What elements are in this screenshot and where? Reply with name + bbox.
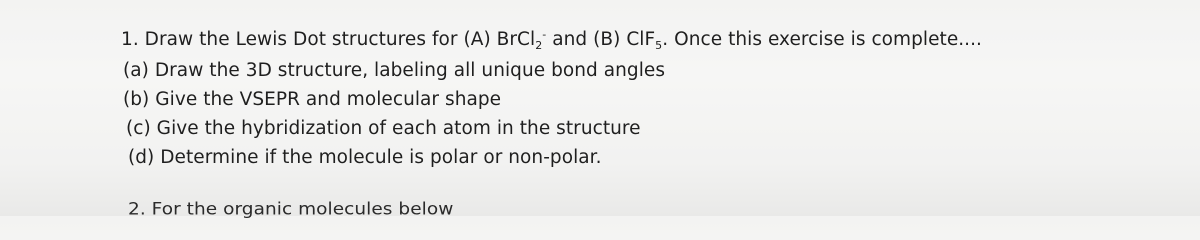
question-1-item-d: (d) Determine if the molecule is polar or non-polar. bbox=[128, 147, 602, 168]
chlorine-fluoride-subscript: 5 bbox=[655, 39, 663, 52]
question-1-item-a: (a) Draw the 3D structure, labeling all unique bond angles bbox=[123, 60, 666, 81]
question-1-item-c: (c) Give the hybridization of each atom in the structure bbox=[126, 118, 641, 139]
question-1-item-b: (b) Give the VSEPR and molecular shape bbox=[123, 89, 502, 110]
bromine-chloride-subscript: 2 bbox=[535, 39, 543, 52]
charge-superscript: - bbox=[542, 28, 547, 41]
question-1-prompt: 1. Draw the Lewis Dot structures for (A) BrCl$_2$- and (B) ClF$_5$. Once this exercise is complete.... bbox=[121, 28, 982, 52]
question-2-partial-prompt: 2. For the organic molecules below bbox=[128, 200, 454, 220]
